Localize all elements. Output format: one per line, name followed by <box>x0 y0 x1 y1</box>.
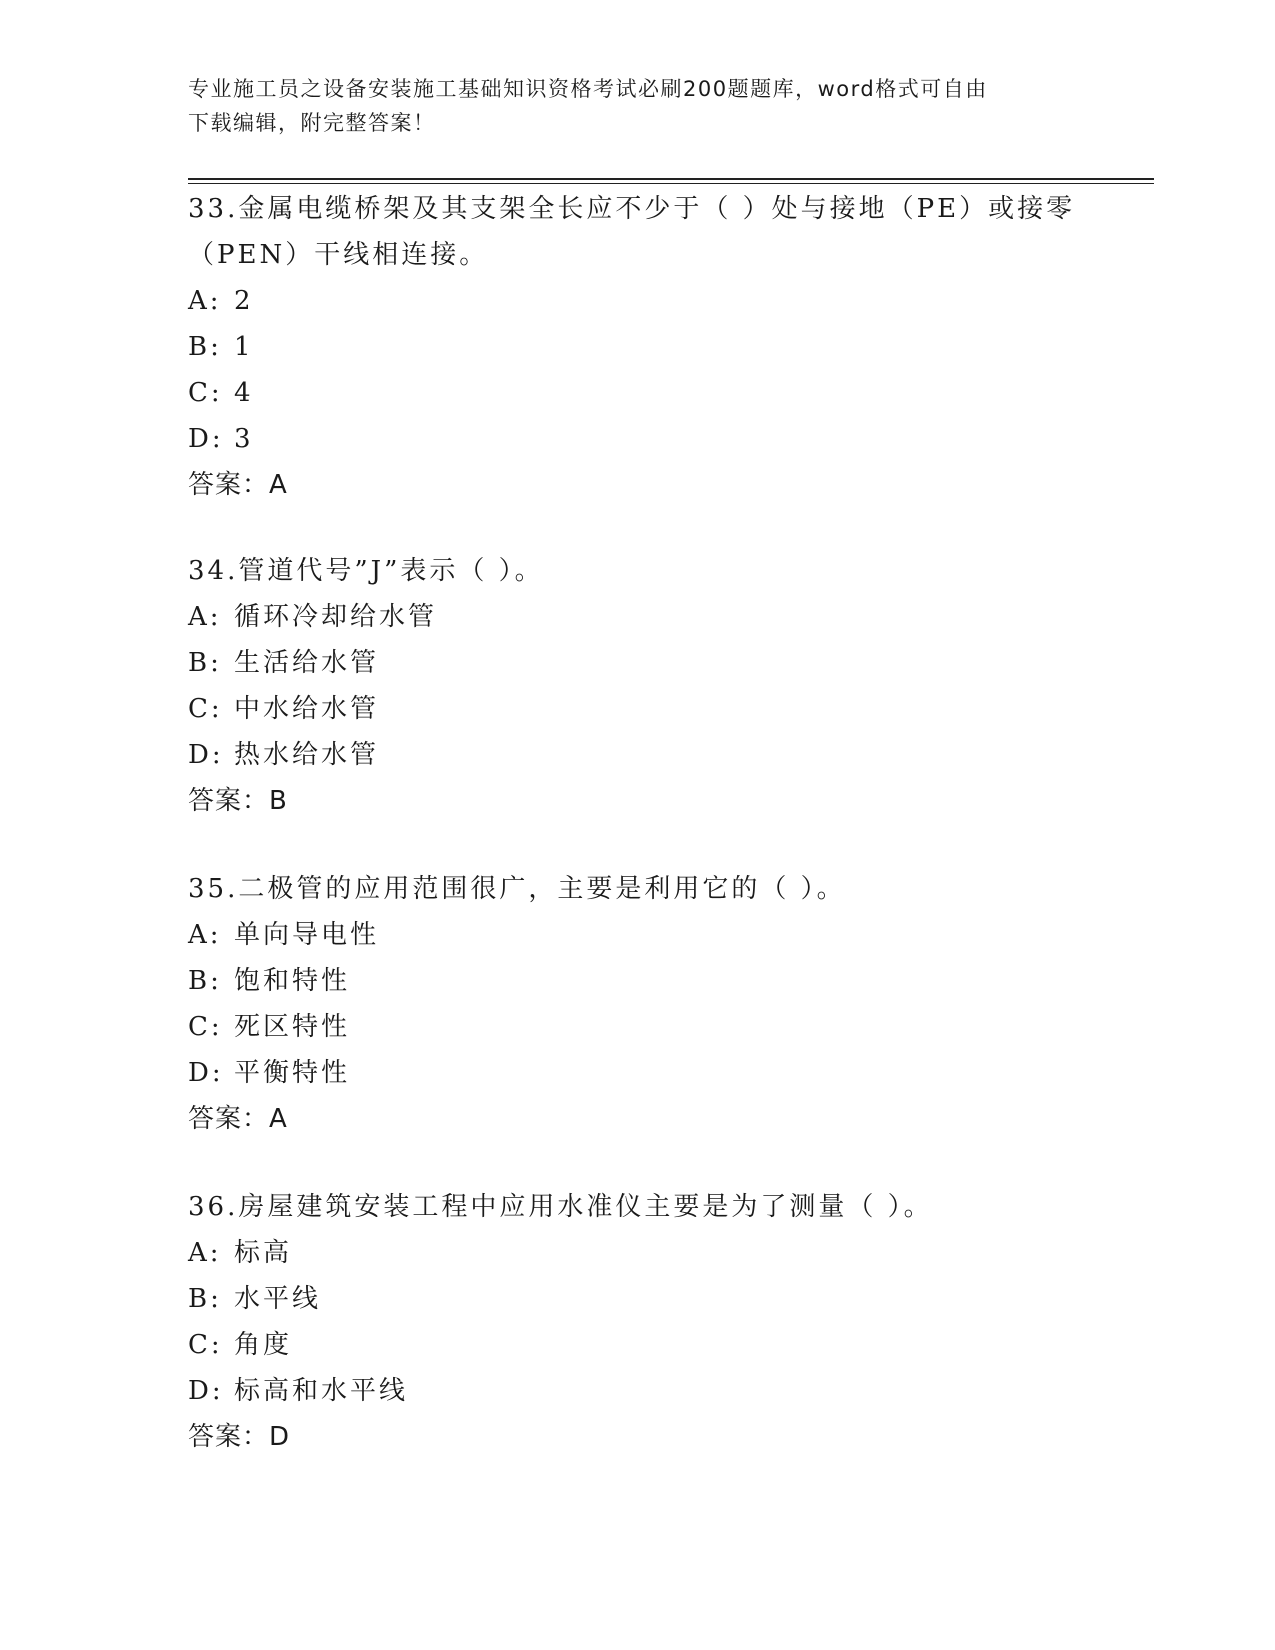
option-text: 生活给水管 <box>234 648 380 678</box>
question-text-continued: （PEN）干线相连接。 <box>188 240 489 270</box>
header-divider <box>188 178 1154 184</box>
option-letter: A: <box>188 920 222 950</box>
question-34 <box>188 548 1088 824</box>
option-text: 中水给水管 <box>234 694 380 724</box>
option-letter: D: <box>188 1376 224 1406</box>
option-text: 循环冷却给水管 <box>234 602 438 632</box>
option-text: 水平线 <box>234 1284 322 1314</box>
option-b <box>188 958 1088 1004</box>
question-36 <box>188 1184 1088 1460</box>
answer-label: 答案：D <box>188 1422 291 1452</box>
header-line-2: 下载编辑，附完整答案！ <box>188 111 436 135</box>
option-b <box>188 1276 1088 1322</box>
option-letter: B: <box>188 1284 222 1314</box>
option-a <box>188 912 1088 958</box>
option-text: 热水给水管 <box>234 740 380 770</box>
option-letter: D: <box>188 1058 224 1088</box>
question-text: 36.房屋建筑安装工程中应用水准仪主要是为了测量（ ）。 <box>188 1192 933 1222</box>
option-letter: D: <box>188 740 224 770</box>
option-d <box>188 1368 1088 1414</box>
question-text: 33.金属电缆桥架及其支架全长应不少于（ ）处与接地（PE）或接零 <box>188 194 1076 224</box>
option-letter: C: <box>188 1012 223 1042</box>
option-text: 4 <box>234 378 254 408</box>
option-d <box>188 416 1088 462</box>
option-letter: C: <box>188 694 223 724</box>
option-text: 死区特性 <box>234 1012 351 1042</box>
header-line-1: 专业施工员之设备安装施工基础知识资格考试必刷200题题库，word格式可自由 <box>188 77 988 101</box>
option-letter: D: <box>188 424 224 454</box>
option-letter: B: <box>188 648 222 678</box>
option-letter: B: <box>188 332 222 362</box>
option-letter: A: <box>188 1238 222 1268</box>
answer-label: 答案：A <box>188 470 288 500</box>
option-c <box>188 686 1088 732</box>
option-text: 3 <box>234 424 254 454</box>
option-text: 标高和水平线 <box>234 1376 409 1406</box>
option-b <box>188 324 1088 370</box>
option-d <box>188 732 1088 778</box>
answer-label: 答案：A <box>188 1104 288 1134</box>
option-text: 标高 <box>234 1238 293 1268</box>
document-header <box>188 72 1068 140</box>
question-text: 35.二极管的应用范围很广，主要是利用它的（ ）。 <box>188 874 846 904</box>
option-text: 2 <box>234 286 254 316</box>
question-text: 34.管道代号”J”表示（ ）。 <box>188 556 544 586</box>
option-c <box>188 1322 1088 1368</box>
option-text: 角度 <box>234 1330 293 1360</box>
option-c <box>188 370 1088 416</box>
option-a <box>188 594 1088 640</box>
option-c <box>188 1004 1088 1050</box>
option-letter: A: <box>188 602 222 632</box>
answer-label: 答案：B <box>188 786 288 816</box>
option-text: 饱和特性 <box>234 966 351 996</box>
option-text: 单向导电性 <box>234 920 380 950</box>
option-letter: C: <box>188 1330 223 1360</box>
option-d <box>188 1050 1088 1096</box>
question-35 <box>188 866 1088 1142</box>
option-letter: A: <box>188 286 222 316</box>
option-letter: B: <box>188 966 222 996</box>
question-33 <box>188 186 1088 508</box>
option-a <box>188 278 1088 324</box>
option-a <box>188 1230 1088 1276</box>
option-letter: C: <box>188 378 223 408</box>
option-text: 平衡特性 <box>234 1058 351 1088</box>
option-text: 1 <box>234 332 254 362</box>
option-b <box>188 640 1088 686</box>
